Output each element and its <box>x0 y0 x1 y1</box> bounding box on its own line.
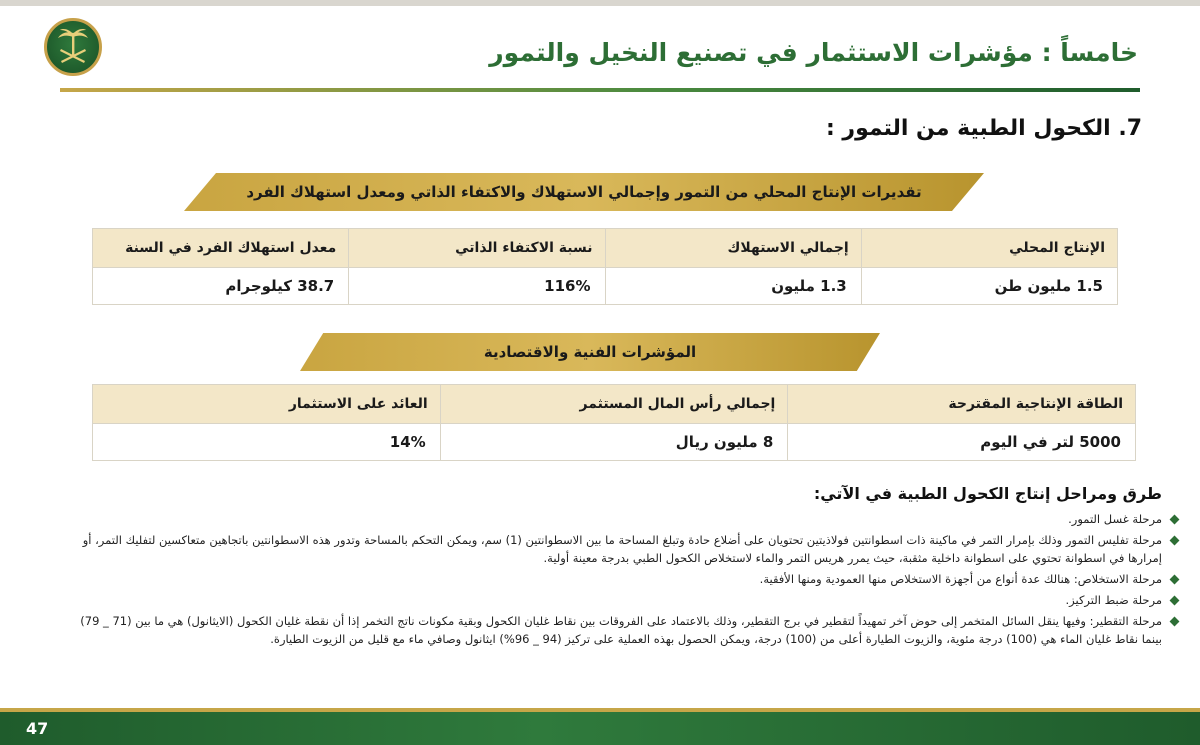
list-item: مرحلة الاستخلاص: هنالك عدة أنواع من أجهزة الاستخلاص منها العمودية ومنها الأفقية. <box>62 570 1182 588</box>
top-bar <box>0 0 1200 6</box>
list-item: مرحلة تفليس التمور وذلك بإمرار التمر في ماكينة ذات اسطوانتين فولاذيتين تحتويان على أضلاع حادة وتبلغ المساحة ما بين الاسطوانتين (1) سم، ويمكن التحكم بالمساحة وتدور هذه الاسطوانتين باتجاهين متعاكسين لتفليك التمر، أو إمرارها في اسطوانة تحتوي على اسطوانة داخلية مثقبة، حيث يمرر هريس التمر والماء لاستخلاص الكحول الطبي بدرجة معينة أولية. <box>62 531 1182 567</box>
methods-list <box>62 510 1182 651</box>
ministry-logo <box>44 18 102 76</box>
table-cell: 5000 لتر في اليوم <box>788 424 1136 461</box>
subheading: 7. الكحول الطبية من التمور : <box>825 116 1142 141</box>
table-cell: 116% <box>349 268 605 305</box>
list-item: مرحلة غسل التمور. <box>62 510 1182 528</box>
palm-emblem-icon <box>53 25 93 69</box>
section-title: خامساً : مؤشرات الاستثمار في تصنيع النخيل والتمور <box>489 38 1138 67</box>
table-header-row <box>93 385 1136 424</box>
indicators-table <box>92 384 1136 461</box>
table-header-cell: نسبة الاكتفاء الذاتي <box>349 229 605 268</box>
list-item: مرحلة ضبط التركيز. <box>62 591 1182 609</box>
table-row <box>93 424 1136 461</box>
methods-heading: طرق ومراحل إنتاج الكحول الطبية في الآتي: <box>813 484 1162 503</box>
table-header-row <box>93 229 1118 268</box>
table-header-cell: إجمالي رأس المال المستثمر <box>440 385 788 424</box>
page-number: 47 <box>26 719 49 738</box>
table-cell: 1.3 مليون <box>605 268 861 305</box>
table-header-cell: الإنتاج المحلي <box>861 229 1117 268</box>
table-header-cell: الطاقة الإنتاجية المقترحة <box>788 385 1136 424</box>
banner-technical-indicators-label: المؤشرات الفنية والاقتصادية <box>483 343 697 361</box>
banner-production-estimates <box>184 173 984 211</box>
table-header-cell: معدل استهلاك الفرد في السنة <box>93 229 349 268</box>
table-header-cell: إجمالي الاستهلاك <box>605 229 861 268</box>
list-item: مرحلة التقطير: وفيها ينقل السائل المتخمر إلى حوض آخر تمهيداً لتقطير في برج التقطير، وذلك بالاعتماد على الفروقات بين نقاط غليان الكحول وبقية مكونات ناتج التخمر إذا أن نقطة غليان الكحول (الايثانول) هي ما بين (71 _ 79) بينما نقاط غليان الماء هي (100) درجة مئوية، والزيوت الطيارة أعلى من (100) درجة، ويمكن الحصول بهذه العملية على تركيز (94 _ 96%) ايثانول وصافي ماء مع قليل من الزيوت الطيارة. <box>62 612 1182 648</box>
table-cell: 8 مليون ريال <box>440 424 788 461</box>
table-cell: 38.7 كيلوجرام <box>93 268 349 305</box>
table-row <box>93 268 1118 305</box>
table-cell: 14% <box>93 424 441 461</box>
title-divider <box>60 88 1140 92</box>
banner-technical-indicators <box>300 333 880 371</box>
table-cell: 1.5 مليون طن <box>861 268 1117 305</box>
production-table <box>92 228 1118 305</box>
table-header-cell: العائد على الاستثمار <box>93 385 441 424</box>
banner-production-estimates-label: تقديرات الإنتاج المحلي من التمور وإجمالي الاستهلاك والاكتفاء الذاتي ومعدل استهلاك الفرد <box>246 183 922 201</box>
footer-band <box>0 712 1200 745</box>
